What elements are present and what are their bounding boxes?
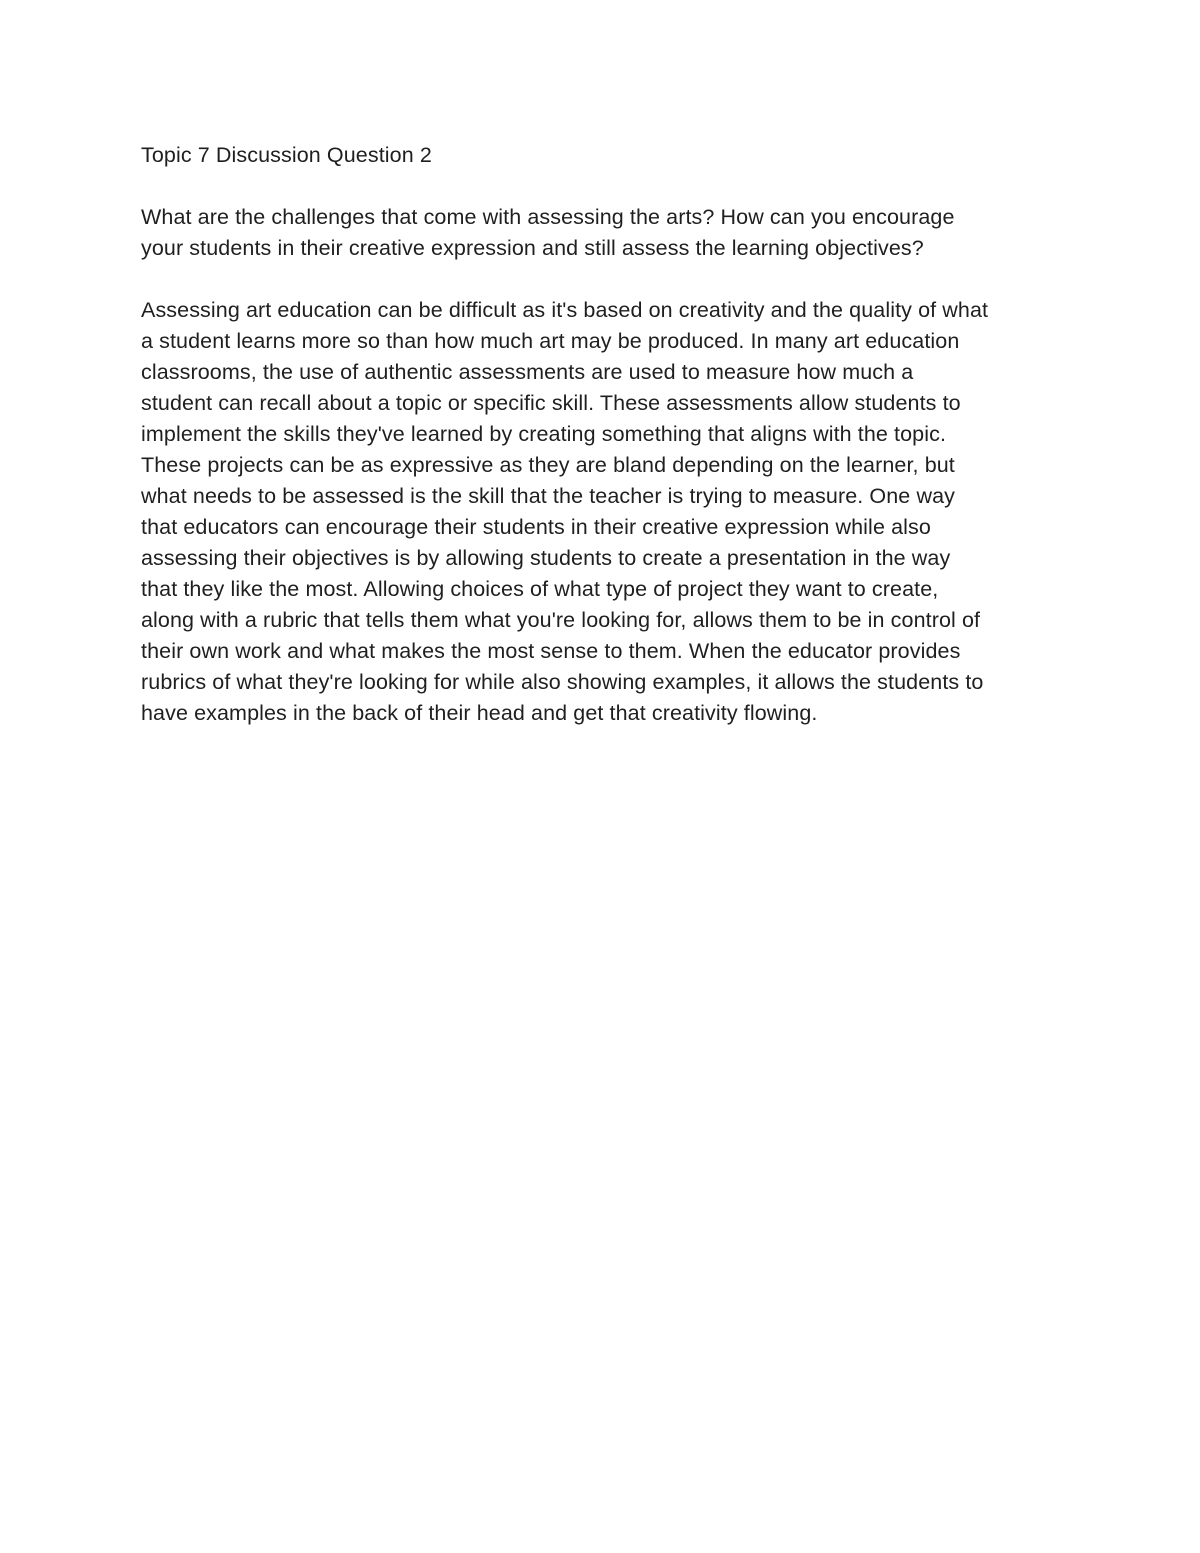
question-paragraph (141, 202, 1071, 264)
answer-line: rubrics of what they're looking for while also showing examples, it allows the students to (141, 670, 984, 694)
answer-line: assessing their objectives is by allowing students to create a presentation in the way (141, 546, 951, 570)
answer-line: that they like the most. Allowing choices of what type of project they want to create, (141, 577, 939, 601)
answer-line: their own work and what makes the most sense to them. When the educator provides (141, 639, 961, 663)
answer-line: Assessing art education can be difficult as it's based on creativity and the quality of what (141, 298, 989, 322)
spacer (141, 264, 1071, 295)
question-line: What are the challenges that come with assessing the arts? How can you encourage (141, 205, 955, 229)
answer-line: implement the skills they've learned by creating something that aligns with the topic. (141, 422, 947, 446)
answer-line: student can recall about a topic or specific skill. These assessments allow students to (141, 391, 961, 415)
document-body (141, 140, 1071, 729)
answer-line: what needs to be assessed is the skill that the teacher is trying to measure. One way (141, 484, 955, 508)
answer-line: classrooms, the use of authentic assessments are used to measure how much a (141, 360, 914, 384)
answer-line: a student learns more so than how much art may be produced. In many art education (141, 329, 960, 353)
question-line: your students in their creative expression and still assess the learning objectives? (141, 236, 924, 260)
answer-paragraph (141, 295, 1071, 729)
answer-line: that educators can encourage their students in their creative expression while also (141, 515, 931, 539)
answer-line: These projects can be as expressive as they are bland depending on the learner, but (141, 453, 955, 477)
document-title: Topic 7 Discussion Question 2 (141, 143, 432, 167)
spacer (141, 171, 1071, 202)
answer-line: have examples in the back of their head and get that creativity flowing. (141, 701, 818, 725)
answer-line: along with a rubric that tells them what you're looking for, allows them to be in control of (141, 608, 981, 632)
